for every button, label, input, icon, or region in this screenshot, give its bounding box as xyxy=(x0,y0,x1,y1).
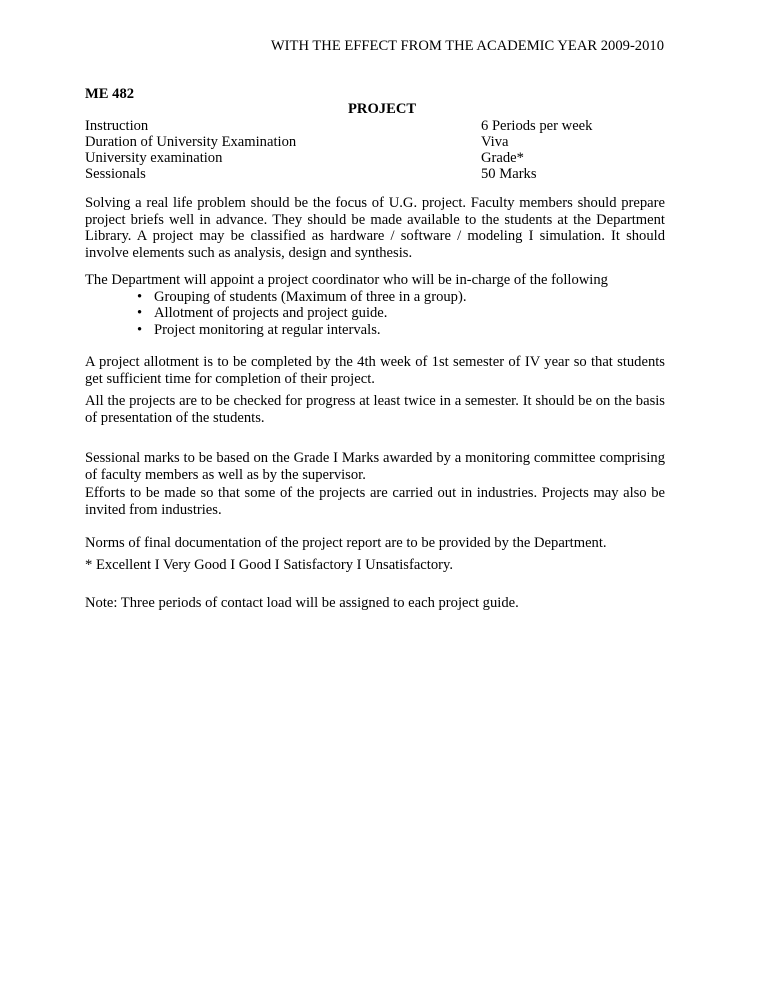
info-value: Viva xyxy=(481,134,509,150)
paragraph-coordinator-intro: The Department will appoint a project coordinator who will be in-charge of the following xyxy=(85,272,608,288)
coordinator-list xyxy=(85,289,665,339)
paragraph-grades: * Excellent I Very Good I Good I Satisfactory I Unsatisfactory. xyxy=(85,557,453,573)
course-code: ME 482 xyxy=(85,86,135,102)
course-title: PROJECT xyxy=(348,101,417,117)
paragraph-progress: All the projects are to be checked for progress at least twice in a semester. It should be on the basis of presentation of the students. xyxy=(85,393,665,426)
paragraph-norms: Norms of final documentation of the project report are to be provided by the Department. xyxy=(85,535,607,551)
list-item-text: Grouping of students (Maximum of three in a group). xyxy=(154,288,467,305)
info-row-university-exam xyxy=(85,150,645,166)
info-label: Sessionals xyxy=(85,166,146,182)
paragraph-allotment: A project allotment is to be completed by the 4th week of 1st semester of IV year so that students get sufficient time for completion of their project. xyxy=(85,354,665,387)
list-item-text: Allotment of projects and project guide. xyxy=(154,305,388,321)
paragraph-focus: Solving a real life problem should be the focus of U.G. project. Faculty members should prepare project briefs well in advance. They should be made available to the students at the Department Library. A project may be classified as hardware / software / modeling I simulation. It should involve elements such as analysis, design and synthesis. xyxy=(85,195,665,261)
list-item xyxy=(85,305,665,322)
list-item-text: Project monitoring at regular intervals. xyxy=(154,321,381,338)
info-row-instruction xyxy=(85,118,645,134)
coordinator-section xyxy=(85,272,665,338)
course-info-table xyxy=(85,118,645,182)
info-row-duration xyxy=(85,134,645,150)
list-item xyxy=(85,289,665,306)
page-header: WITH THE EFFECT FROM THE ACADEMIC YEAR 2009-2010 xyxy=(270,38,664,54)
info-label: Instruction xyxy=(85,118,149,134)
list-item xyxy=(85,322,665,339)
bullet-icon: • xyxy=(137,288,143,305)
info-label: University examination xyxy=(85,150,223,166)
paragraph-note: Note: Three periods of contact load will be assigned to each project guide. xyxy=(85,595,519,611)
paragraph-industries: Efforts to be made so that some of the projects are carried out in industries. Projects may also be invited from industries. xyxy=(85,485,665,518)
info-label: Duration of University Examination xyxy=(85,134,297,150)
info-value: Grade* xyxy=(481,150,524,166)
info-row-sessionals xyxy=(85,166,645,182)
info-value: 50 Marks xyxy=(481,166,537,182)
bullet-icon: • xyxy=(137,305,143,321)
info-value: 6 Periods per week xyxy=(481,118,593,134)
paragraph-sessional: Sessional marks to be based on the Grade I Marks awarded by a monitoring committee comprising of faculty members as well as by the supervisor. xyxy=(85,450,665,483)
bullet-icon: • xyxy=(137,321,143,338)
